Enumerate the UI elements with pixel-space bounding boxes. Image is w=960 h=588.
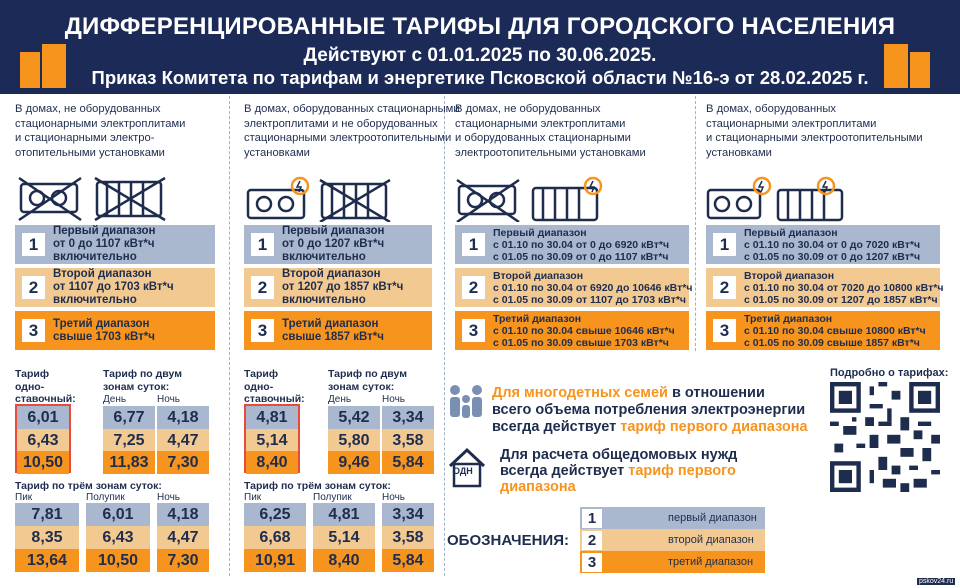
half-peak-rate-value: 8,40 (313, 549, 375, 572)
half-peak-rate-value: 6,01 (86, 503, 150, 526)
single-rate-value: 5,14 (246, 429, 298, 452)
stove-and-crossed-heater-icon (244, 176, 404, 222)
column-divider (695, 96, 696, 351)
day-rate-value: 11,83 (103, 451, 155, 474)
two-zone-label: Тариф по двум зонам суток: (103, 368, 182, 393)
day-label: День (328, 394, 352, 405)
band-1: 1 Первый диапазон с 01.10 по 30.04 от 0 до 6920 кВт*ч с 01.05 по 30.09 от 0 до 1107 кВт*ч (455, 225, 689, 264)
peak-rate-value: 6,25 (244, 503, 306, 526)
night-label: Ночь (382, 394, 405, 405)
family-icon (447, 382, 485, 426)
single-rate-value: 6,43 (17, 429, 69, 452)
day-rate-value: 5,42 (328, 406, 380, 429)
peak-rate-value: 8,35 (15, 526, 79, 549)
legend-number: 3 (582, 553, 602, 572)
band-2: 2 Второй диапазон с 01.10 по 30.04 от 6920 до 10646 кВт*ч с 01.05 по 30.09 от 1107 до 1703 кВт*ч (455, 268, 689, 307)
night-rate-value: 5,84 (382, 549, 434, 572)
legend-number: 2 (582, 531, 602, 550)
night-rate-value: 3,34 (382, 406, 434, 429)
crossed-stove-and-heater-with-power-icon (455, 176, 615, 222)
night-rate-value: 4,18 (157, 503, 209, 526)
peak-rate-value: 6,68 (244, 526, 306, 549)
peak-rate-value: 7,81 (15, 503, 79, 526)
day-rate-value: 9,46 (328, 451, 380, 474)
band-3: 3 Третий диапазон с 01.10 по 30.04 свыше 10646 кВт*ч с 01.05 по 30.09 свыше 1703 кВт*ч (455, 311, 689, 350)
single-rate-value: 8,40 (246, 451, 298, 474)
legend-label: первый диапазон (668, 512, 757, 524)
band-3: 3 Третий диапазон свыше 1857 кВт*ч (244, 311, 432, 350)
page-title: ДИФФЕРЕНЦИРОВАННЫЕ ТАРИФЫ ДЛЯ ГОРОДСКОГО НАСЕЛЕНИЯ (64, 13, 896, 40)
column-1-description: В домах, не оборудованных стационарными электроплитами и стационарными электро- отопительными установками (15, 103, 186, 159)
validity-dates: Действуют с 01.01.2025 по 30.06.2025. (303, 45, 657, 66)
night-rate-value: 3,34 (382, 503, 434, 526)
peak-label: Пик (15, 492, 33, 503)
half-peak-rate-value: 6,43 (86, 526, 150, 549)
night-label: Ночь (157, 492, 180, 503)
single-rate-label: Тариф одно- ставочный: (15, 368, 76, 405)
building-icon-right (884, 44, 930, 88)
peak-rate-value: 10,91 (244, 549, 306, 572)
band-3: 3 Третий диапазон с 01.10 по 30.04 свыше 10800 кВт*ч с 01.05 по 30.09 свыше 1857 кВт*ч (706, 311, 940, 350)
legend-number: 1 (582, 509, 602, 528)
half-peak-rate-value: 5,14 (313, 526, 375, 549)
single-rate-value: 10,50 (17, 451, 69, 474)
half-peak-label: Полупик (313, 492, 352, 503)
band-1: 1 Первый диапазон от 0 до 1107 кВт*ч включительно (15, 225, 215, 264)
single-rate-label: Тариф одно- ставочный: (244, 368, 305, 405)
building-icon-left (20, 44, 66, 88)
stove-and-heater-with-power-icon (706, 176, 866, 222)
single-rate-value: 6,01 (17, 406, 69, 429)
odn-icon-label: ОДН (453, 466, 473, 476)
half-peak-rate-value: 10,50 (86, 549, 150, 572)
legend-label: третий диапазон (668, 556, 754, 568)
half-peak-rate-value: 4,81 (313, 503, 375, 526)
large-family-note: Для многодетных семей в отношении всего объема потребления электроэнергии всегда действует тариф первого диапазона (492, 385, 808, 435)
night-rate-value: 7,30 (157, 549, 209, 572)
night-rate-value: 4,47 (157, 526, 209, 549)
day-label: День (103, 394, 127, 405)
band-2: 2 Второй диапазон от 1107 до 1703 кВт*ч включительно (15, 268, 215, 307)
day-rate-value: 6,77 (103, 406, 155, 429)
column-divider (444, 96, 445, 576)
band-1: 1 Первый диапазон от 0 до 1207 кВт*ч включительно (244, 225, 432, 264)
watermark: pskov24.ru (919, 578, 954, 585)
peak-rate-value: 13,64 (15, 549, 79, 572)
band-1: 1 Первый диапазон с 01.10 по 30.04 от 0 до 7020 кВт*ч с 01.05 по 30.09 от 0 до 1207 кВт*ч (706, 225, 940, 264)
night-rate-value: 7,30 (157, 451, 209, 474)
qr-code[interactable] (830, 382, 940, 492)
day-rate-value: 5,80 (328, 429, 380, 452)
night-label: Ночь (382, 492, 405, 503)
night-rate-value: 4,18 (157, 406, 209, 429)
column-2-description: В домах, оборудованных стационарными электроплитами и не оборудованных стационарными электроотопительными установками (244, 103, 460, 159)
common-house-needs-note: Для расчета общедомовых нужд всегда действует тариф первого диапазона (500, 447, 738, 495)
qr-label: Подробно о тарифах: (830, 367, 949, 379)
band-3: 3 Третий диапазон свыше 1703 кВт*ч (15, 311, 215, 350)
crossed-stove-and-heater-icon (15, 176, 175, 222)
night-rate-value: 3,58 (382, 429, 434, 452)
legend-title: ОБОЗНАЧЕНИЯ: (447, 532, 569, 549)
peak-label: Пик (244, 492, 262, 503)
two-zone-label: Тариф по двум зонам суток: (328, 368, 407, 393)
single-rate-value: 4,81 (246, 406, 298, 429)
band-2: 2 Второй диапазон с 01.10 по 30.04 от 7020 до 10800 кВт*ч с 01.05 по 30.09 от 1207 до 1857 кВт*ч (706, 268, 940, 307)
column-3-description: В домах, не оборудованных стационарными электроплитами и оборудованных стационарными электроотопительными установками (455, 103, 646, 159)
order-reference: Приказ Комитета по тарифам и энергетике Псковской области №16-э от 28.02.2025 г. (91, 67, 869, 88)
half-peak-label: Полупик (86, 492, 125, 503)
night-rate-value: 3,58 (382, 526, 434, 549)
column-4-description: В домах, оборудованных стационарными электроплитами и стационарными электроотопительными установками (706, 103, 923, 159)
three-zone-label: Тариф по трём зонам суток: (244, 480, 391, 492)
night-rate-value: 5,84 (382, 451, 434, 474)
legend-label: второй диапазон (668, 534, 754, 546)
three-zone-label: Тариф по трём зонам суток: (15, 480, 162, 492)
night-rate-value: 4,47 (157, 429, 209, 452)
band-2: 2 Второй диапазон от 1207 до 1857 кВт*ч включительно (244, 268, 432, 307)
column-divider (229, 96, 230, 576)
day-rate-value: 7,25 (103, 429, 155, 452)
night-label: Ночь (157, 394, 180, 405)
